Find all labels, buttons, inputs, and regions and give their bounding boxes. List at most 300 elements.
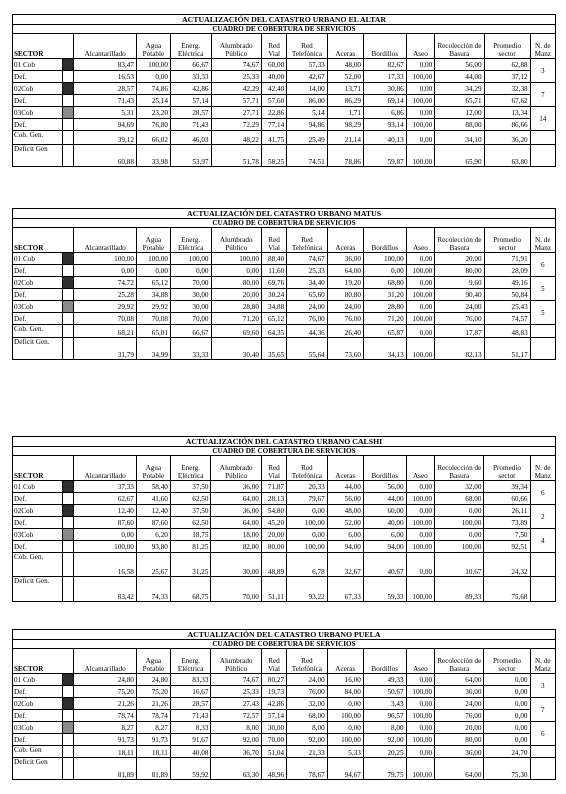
value-cell: 26,11 [484, 505, 530, 517]
column-header: Bordillos [363, 228, 406, 253]
column-header: SECTOR [13, 456, 74, 481]
table-row [13, 253, 556, 265]
column-header: Red Vial [261, 228, 286, 253]
value-cell: 33,98 [136, 145, 170, 167]
table-row [13, 505, 556, 517]
table-row [13, 265, 556, 277]
value-cell: 65,87 [363, 325, 406, 338]
manzana-empty [530, 131, 555, 145]
value-cell: 16,67 [170, 686, 211, 698]
value-cell: 13,71 [327, 83, 363, 95]
sector-swatch [63, 686, 74, 698]
value-cell: 86,29 [327, 95, 363, 107]
value-cell: 39,12 [74, 131, 137, 145]
sector-swatch [63, 529, 74, 541]
value-cell: 28,57 [170, 107, 211, 119]
table-row [13, 325, 556, 338]
column-header: Energ. Eléctrica [170, 456, 211, 481]
value-cell: 88,40 [261, 253, 286, 265]
value-cell: 100,00 [406, 710, 435, 722]
sector-label: Def. [13, 95, 63, 107]
value-cell: 18,75 [170, 529, 211, 541]
value-cell: 80,27 [261, 674, 286, 686]
table-row [13, 71, 556, 83]
value-cell: 69,14 [363, 95, 406, 107]
value-cell: 100,00 [406, 71, 435, 83]
sector-swatch [63, 553, 74, 577]
value-cell: 49,16 [484, 277, 530, 289]
value-cell: 92,00 [363, 734, 406, 746]
value-cell: 0,00 [406, 505, 435, 517]
column-header: Recolección de Basura [435, 228, 484, 253]
value-cell: 100,00 [406, 289, 435, 301]
value-cell: 74,67 [211, 674, 261, 686]
value-cell: 81,89 [74, 758, 137, 780]
header-row [13, 649, 556, 674]
value-cell: 18,00 [211, 529, 261, 541]
column-header: Promedio sector [484, 649, 530, 674]
value-cell: 64,00 [435, 674, 484, 686]
value-cell: 36,00 [211, 481, 261, 493]
value-cell: 72,29 [211, 119, 261, 131]
table-row [13, 529, 556, 541]
table-row [13, 313, 556, 325]
value-cell: 82,13 [435, 338, 484, 360]
value-cell: 16,00 [327, 674, 363, 686]
column-header: Alumbrado Público [211, 228, 261, 253]
value-cell: 0,00 [287, 505, 328, 517]
value-cell: 17,87 [435, 325, 484, 338]
value-cell: 25,67 [136, 553, 170, 577]
value-cell: 66,02 [136, 131, 170, 145]
value-cell: 76,00 [435, 313, 484, 325]
value-cell: 75,68 [484, 577, 530, 602]
value-cell: 34,10 [435, 131, 484, 145]
data-table [12, 436, 556, 602]
value-cell: 100,00 [406, 119, 435, 131]
value-cell: 67,33 [327, 577, 363, 602]
value-cell: 94,86 [287, 119, 328, 131]
value-cell: 18,11 [74, 746, 137, 758]
table-row [13, 746, 556, 758]
value-cell: 28,80 [363, 301, 406, 313]
table-row [13, 95, 556, 107]
value-cell: 93,22 [287, 577, 328, 602]
value-cell: 79,75 [363, 758, 406, 780]
sector-swatch [63, 95, 74, 107]
sector-swatch [63, 746, 74, 758]
value-cell: 62,88 [484, 59, 530, 71]
value-cell: 71,43 [74, 95, 137, 107]
sector-label: 02Cob [13, 83, 63, 95]
value-cell: 0,00 [406, 674, 435, 686]
value-cell: 70,00 [211, 577, 261, 602]
sector-label: 02Cob [13, 505, 63, 517]
value-cell: 8,00 [363, 722, 406, 734]
value-cell: 20,25 [363, 746, 406, 758]
value-cell: 37,12 [484, 71, 530, 83]
value-cell: 23,20 [136, 107, 170, 119]
value-cell: 66,67 [170, 59, 211, 71]
manzana-count: 6 [530, 253, 555, 277]
value-cell: 68,21 [74, 325, 137, 338]
value-cell: 0,00 [406, 698, 435, 710]
value-cell: 24,00 [287, 674, 328, 686]
sector-label: Def. [13, 710, 63, 722]
manzana-empty [530, 577, 556, 602]
value-cell: 79,67 [287, 493, 328, 505]
value-cell: 100,00 [406, 517, 435, 529]
value-cell: 0,00 [327, 698, 363, 710]
table-row [13, 553, 556, 577]
value-cell: 80,00 [211, 277, 261, 289]
value-cell: 70,08 [136, 313, 170, 325]
value-cell: 6,86 [363, 107, 406, 119]
column-header: Red Vial [261, 34, 286, 59]
sector-swatch [63, 493, 74, 505]
value-cell: 6,00 [327, 529, 363, 541]
sector-swatch [63, 481, 74, 493]
value-cell: 78,74 [136, 710, 170, 722]
value-cell: 49,33 [363, 674, 406, 686]
value-cell: 20,00 [435, 722, 484, 734]
value-cell: 34,29 [435, 83, 484, 95]
value-cell: 86,66 [484, 119, 530, 131]
table-row [13, 493, 556, 505]
sector-swatch [63, 541, 74, 553]
value-cell: 30,00 [211, 553, 261, 577]
value-cell: 0,00 [406, 131, 435, 145]
value-cell: 0,00 [406, 722, 435, 734]
value-cell: 74,33 [136, 577, 170, 602]
column-header: Red Telefónica [287, 228, 328, 253]
value-cell: 71,20 [363, 313, 406, 325]
value-cell: 24,70 [484, 746, 530, 758]
value-cell: 28,57 [74, 83, 137, 95]
value-cell: 31,79 [74, 338, 137, 360]
table-row [13, 698, 556, 710]
value-cell: 100,00 [406, 95, 435, 107]
value-cell: 42,40 [261, 83, 286, 95]
column-header: Recolección de Basura [435, 456, 484, 481]
value-cell: 68,00 [287, 710, 328, 722]
sector-label: Def. [13, 734, 63, 746]
sector-swatch [63, 505, 74, 517]
value-cell: 72,57 [211, 710, 261, 722]
value-cell: 21,33 [287, 746, 328, 758]
value-cell: 24,00 [435, 301, 484, 313]
title-row [13, 209, 556, 219]
value-cell: 62,50 [170, 517, 211, 529]
value-cell: 65,90 [435, 145, 484, 167]
sector-swatch [63, 722, 74, 734]
value-cell: 86,00 [287, 95, 328, 107]
sector-label: Cob. Gen. [13, 553, 63, 577]
value-cell: 76,00 [287, 313, 328, 325]
value-cell: 48,83 [484, 325, 530, 338]
manzana-count: 14 [530, 107, 555, 131]
data-table [12, 14, 556, 167]
value-cell: 96,57 [363, 710, 406, 722]
value-cell: 76,80 [136, 119, 170, 131]
value-cell: 30,00 [261, 722, 286, 734]
value-cell: 12,40 [136, 505, 170, 517]
value-cell: 0,00 [484, 674, 530, 686]
value-cell: 42,86 [261, 698, 286, 710]
value-cell: 65,01 [136, 325, 170, 338]
value-cell: 64,35 [261, 325, 286, 338]
value-cell: 69,76 [261, 277, 286, 289]
value-cell: 45,20 [261, 517, 286, 529]
manzana-count: 4 [530, 529, 556, 553]
sector-label: Deficit Gen. [13, 338, 63, 360]
table-row [13, 107, 556, 119]
table-row [13, 145, 556, 167]
column-header: N. de Manz [530, 34, 555, 59]
value-cell: 75,20 [74, 686, 137, 698]
value-cell: 92,00 [211, 734, 261, 746]
value-cell: 65,12 [136, 277, 170, 289]
value-cell: 26,40 [327, 325, 363, 338]
value-cell: 91,73 [74, 734, 137, 746]
value-cell: 69,60 [211, 325, 261, 338]
value-cell: 57,71 [211, 95, 261, 107]
value-cell: 66,67 [170, 325, 211, 338]
value-cell: 51,11 [261, 577, 286, 602]
title-row [13, 630, 556, 640]
value-cell: 30,24 [261, 289, 286, 301]
table-row [13, 734, 556, 746]
column-header: Red Telefónica [287, 34, 328, 59]
value-cell: 100,00 [136, 59, 170, 71]
value-cell: 36,00 [327, 253, 363, 265]
manzana-empty [530, 145, 555, 167]
value-cell: 19,20 [327, 277, 363, 289]
value-cell: 0,00 [406, 107, 435, 119]
value-cell: 25,33 [287, 265, 328, 277]
data-table [12, 629, 556, 780]
column-header: SECTOR [13, 34, 74, 59]
table-row [13, 710, 556, 722]
sector-label: Def. [13, 119, 63, 131]
value-cell: 42,67 [287, 71, 328, 83]
sector-label: 03Cob [13, 529, 63, 541]
column-header: N. de Manz [530, 649, 556, 674]
value-cell: 76,00 [435, 710, 484, 722]
data-table [12, 208, 556, 360]
manzana-count: 6 [530, 722, 556, 746]
sector-swatch [63, 758, 74, 780]
value-cell: 18,11 [136, 746, 170, 758]
column-header: Promedio sector [484, 456, 530, 481]
value-cell: 34,99 [136, 338, 170, 360]
value-cell: 0,00 [484, 734, 530, 746]
value-cell: 100,00 [406, 265, 435, 277]
value-cell: 8,00 [287, 722, 328, 734]
value-cell: 82,67 [363, 59, 406, 71]
column-header: Recolección de Basura [435, 649, 484, 674]
sector-swatch [63, 338, 74, 360]
sector-label: 01 Cob [13, 253, 63, 265]
value-cell: 80,00 [435, 734, 484, 746]
value-cell: 40,13 [363, 131, 406, 145]
value-cell: 25,49 [287, 131, 328, 145]
sector-label: Cob. Gen. [13, 131, 63, 145]
value-cell: 21,26 [74, 698, 137, 710]
value-cell: 74,67 [211, 59, 261, 71]
column-header: N. de Manz [530, 456, 556, 481]
value-cell: 14,00 [287, 83, 328, 95]
table-subtitle: CUADRO DE COBERTURA DE SERVICIOS [13, 640, 556, 649]
manzana-count: 7 [530, 83, 555, 107]
value-cell: 0,00 [136, 265, 170, 277]
value-cell: 28,57 [170, 698, 211, 710]
value-cell: 24,80 [136, 674, 170, 686]
table-row [13, 517, 556, 529]
value-cell: 87,60 [136, 517, 170, 529]
value-cell: 42,86 [170, 83, 211, 95]
value-cell: 0,00 [406, 746, 435, 758]
sector-swatch [63, 517, 74, 529]
value-cell: 32,00 [287, 698, 328, 710]
column-header: Energ. Eléctrica [170, 649, 211, 674]
value-cell: 6,20 [136, 529, 170, 541]
column-header: Bordillos [363, 34, 406, 59]
column-header: Bordillos [363, 456, 406, 481]
table-subtitle: CUADRO DE COBERTURA DE SERVICIOS [13, 219, 556, 228]
table-row [13, 131, 556, 145]
value-cell: 60,88 [74, 145, 137, 167]
title-row [13, 437, 556, 447]
value-cell: 40,67 [363, 553, 406, 577]
value-cell: 6,00 [363, 529, 406, 541]
value-cell: 41,75 [261, 131, 286, 145]
value-cell: 46,03 [170, 131, 211, 145]
value-cell: 64,00 [435, 758, 484, 780]
manzana-count: 2 [530, 505, 556, 529]
table-row [13, 674, 556, 686]
column-header: Alcantarillado [74, 456, 137, 481]
value-cell: 6,78 [287, 553, 328, 577]
manzana-empty [530, 325, 555, 338]
value-cell: 59,92 [170, 758, 211, 780]
value-cell: 75,20 [136, 686, 170, 698]
sector-swatch [63, 83, 74, 95]
value-cell: 57,33 [287, 59, 328, 71]
value-cell: 73,60 [327, 338, 363, 360]
value-cell: 83,47 [74, 59, 137, 71]
value-cell: 44,00 [363, 493, 406, 505]
sector-label: Cob. Gen. [13, 325, 63, 338]
value-cell: 0,00 [406, 83, 435, 95]
table-row [13, 686, 556, 698]
value-cell: 57,14 [261, 710, 286, 722]
sector-swatch [63, 289, 74, 301]
value-cell: 21,14 [327, 131, 363, 145]
value-cell: 60,00 [261, 59, 286, 71]
sector-label: Deficit Gen [13, 145, 63, 167]
column-header: Aceras [327, 228, 363, 253]
value-cell: 0,00 [327, 722, 363, 734]
value-cell: 83,42 [74, 577, 137, 602]
value-cell: 28,13 [261, 493, 286, 505]
table-calshi [12, 436, 556, 602]
value-cell: 0,00 [406, 325, 435, 338]
column-header: Alumbrado Público [211, 34, 261, 59]
value-cell: 64,00 [211, 493, 261, 505]
subtitle-row [13, 25, 556, 34]
manzana-count: 7 [530, 698, 556, 722]
value-cell: 94,67 [327, 758, 363, 780]
value-cell: 17,33 [363, 71, 406, 83]
column-header: SECTOR [13, 649, 74, 674]
column-header: N. de Manz [530, 228, 555, 253]
table-matus [12, 208, 556, 360]
value-cell: 31,20 [363, 289, 406, 301]
value-cell: 27,71 [211, 107, 261, 119]
sector-label: 02Cob [13, 277, 63, 289]
header-row [13, 228, 556, 253]
table-el-altar [12, 14, 556, 167]
value-cell: 32,00 [435, 481, 484, 493]
manzana-count: 3 [530, 59, 555, 83]
value-cell: 100,00 [211, 253, 261, 265]
title-row [13, 15, 556, 25]
value-cell: 100,00 [406, 313, 435, 325]
sector-label: 03Cob [13, 107, 63, 119]
sector-label: Cob. Gen [13, 746, 63, 758]
value-cell: 68,80 [363, 277, 406, 289]
value-cell: 98,29 [327, 119, 363, 131]
value-cell: 32,67 [327, 553, 363, 577]
column-header: Red Telefónica [287, 649, 328, 674]
value-cell: 88,00 [435, 119, 484, 131]
value-cell: 0,00 [484, 686, 530, 698]
value-cell: 78,67 [287, 758, 328, 780]
value-cell: 40,08 [170, 746, 211, 758]
value-cell: 76,00 [287, 686, 328, 698]
value-cell: 54,80 [261, 505, 286, 517]
value-cell: 0,00 [406, 277, 435, 289]
sector-label: Deficit Gen. [13, 577, 63, 602]
table-puela [12, 629, 556, 780]
table-row [13, 722, 556, 734]
column-header: Agua Potable [136, 228, 170, 253]
value-cell: 42,29 [211, 83, 261, 95]
value-cell: 40,00 [363, 517, 406, 529]
column-header: Promedio sector [484, 34, 530, 59]
value-cell: 0,00 [74, 529, 137, 541]
value-cell: 74,51 [287, 145, 328, 167]
value-cell: 20,00 [261, 529, 286, 541]
value-cell: 0,00 [406, 481, 435, 493]
column-header: Promedio sector [484, 228, 530, 253]
header-row [13, 34, 556, 59]
value-cell: 70,00 [170, 313, 211, 325]
column-header: Alcantarillado [74, 34, 137, 59]
value-cell: 63,30 [211, 758, 261, 780]
sector-swatch [63, 313, 74, 325]
value-cell: 12,00 [435, 107, 484, 119]
sector-label: Def. [13, 493, 63, 505]
value-cell: 74,57 [484, 313, 530, 325]
value-cell: 33,33 [170, 71, 211, 83]
value-cell: 78,74 [74, 710, 137, 722]
value-cell: 91,73 [136, 734, 170, 746]
value-cell: 60,00 [363, 505, 406, 517]
value-cell: 71,43 [170, 710, 211, 722]
sector-swatch [63, 325, 74, 338]
